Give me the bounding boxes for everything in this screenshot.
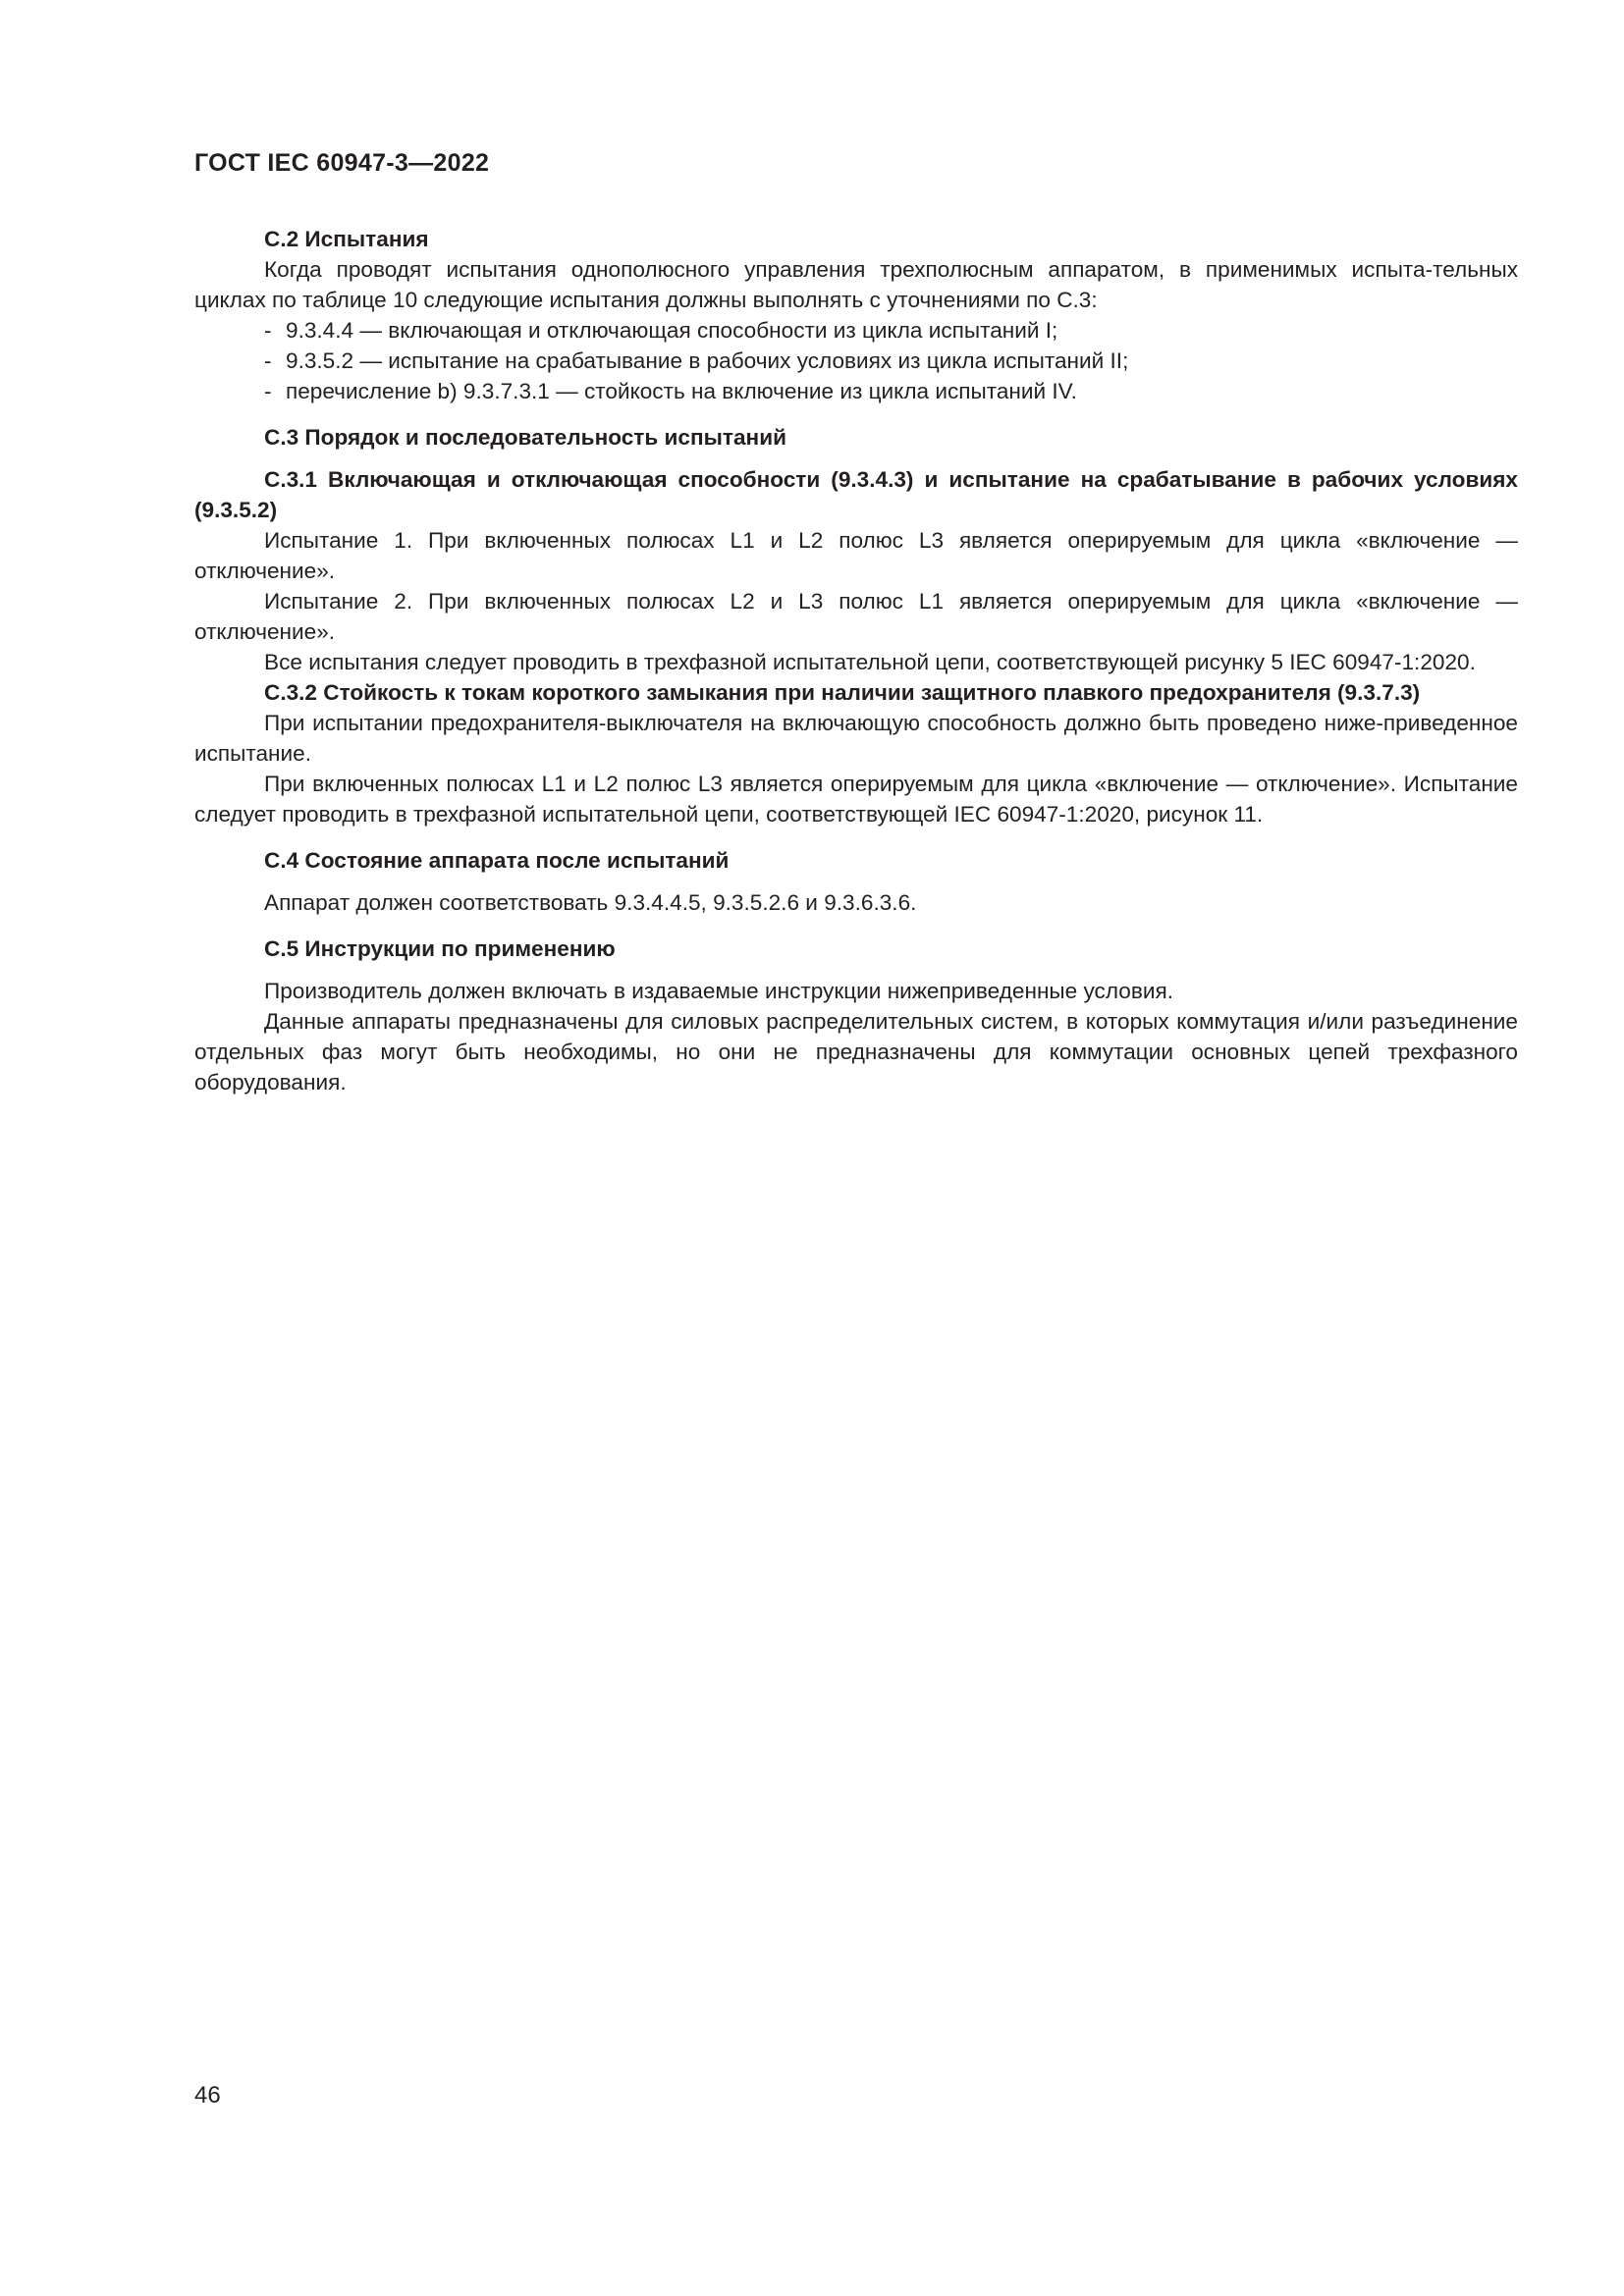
section-c3-heading: С.3 Порядок и последовательность испытаний [264,425,786,450]
list-item-text: перечисление b) 9.3.7.3.1 — стойкость на включение из цикла испытаний IV. [286,379,1077,403]
section-c2-heading: С.2 Испытания [264,227,429,251]
list-item [194,376,1518,406]
list-item [194,346,1518,376]
section-c32-paragraph-1: При испытании предохранителя-выключателя на включающую способность должно быть проведено ниже-приведенное испытание. [194,711,1518,766]
page-number: 46 [194,2082,221,2109]
section-c5-heading: С.5 Инструкции по применению [264,936,616,961]
section-c31-paragraph-2: Испытание 2. При включенных полюсах L2 и L3 полюс L1 является оперируемым для цикла «включение — отключение». [194,589,1518,644]
section-c31-paragraph-3: Все испытания следует проводить в трехфазной испытательной цепи, соответствующей рисунку 5 IEC 60947-1:2020. [264,650,1476,674]
section-c31-paragraph-1: Испытание 1. При включенных полюсах L1 и L2 полюс L3 является оперируемым для цикла «включение — отключение». [194,528,1518,583]
list-item-text: 9.3.4.4 — включающая и отключающая способности из цикла испытаний I; [286,318,1058,343]
section-c4-heading: С.4 Состояние аппарата после испытаний [264,848,730,873]
section-c5-paragraph-2: Данные аппараты предназначены для силовых распределительных систем, в которых коммутация и/или разъединение отдельных фаз могут быть необходимы, но они не предназначены для коммутации основных цепей трехфазного оборудования. [194,1009,1518,1095]
section-c5-paragraph-1: Производитель должен включать в издаваемые инструкции нижеприведенные условия. [264,979,1173,1003]
document-body [194,224,1518,1097]
list-marker: - [264,379,272,403]
section-c4-paragraph-1: Аппарат должен соответствовать 9.3.4.4.5, 9.3.5.2.6 и 9.3.6.3.6. [264,890,917,915]
section-c2-test-list [194,315,1518,406]
section-c31-heading: С.3.1 Включающая и отключающая способности (9.3.4.3) и испытание на срабатывание в рабочих условиях (9.3.5.2) [194,467,1518,522]
section-c2-intro: Когда проводят испытания однополюсного управления трехполюсным аппаратом, в применимых испыта-тельных циклах по таблице 10 следующие испытания должны выполнять с уточнениями по С.3: [194,257,1518,312]
list-marker: - [264,318,272,343]
list-item-text: 9.3.5.2 — испытание на срабатывание в рабочих условиях из цикла испытаний II; [286,348,1129,373]
list-item [194,315,1518,346]
section-c32-heading: С.3.2 Стойкость к токам короткого замыкания при наличии защитного плавкого предохранителя (9.3.7.3) [264,680,1421,705]
standard-designation: ГОСТ IEC 60947-3—2022 [194,149,490,177]
section-c32-paragraph-2: При включенных полюсах L1 и L2 полюс L3 является оперируемым для цикла «включение — отключение». Испытание следует проводить в трехфазной испытательной цепи, соответствующей IEC 60947-1:2020, рисунок 11. [194,772,1518,827]
list-marker: - [264,348,272,373]
